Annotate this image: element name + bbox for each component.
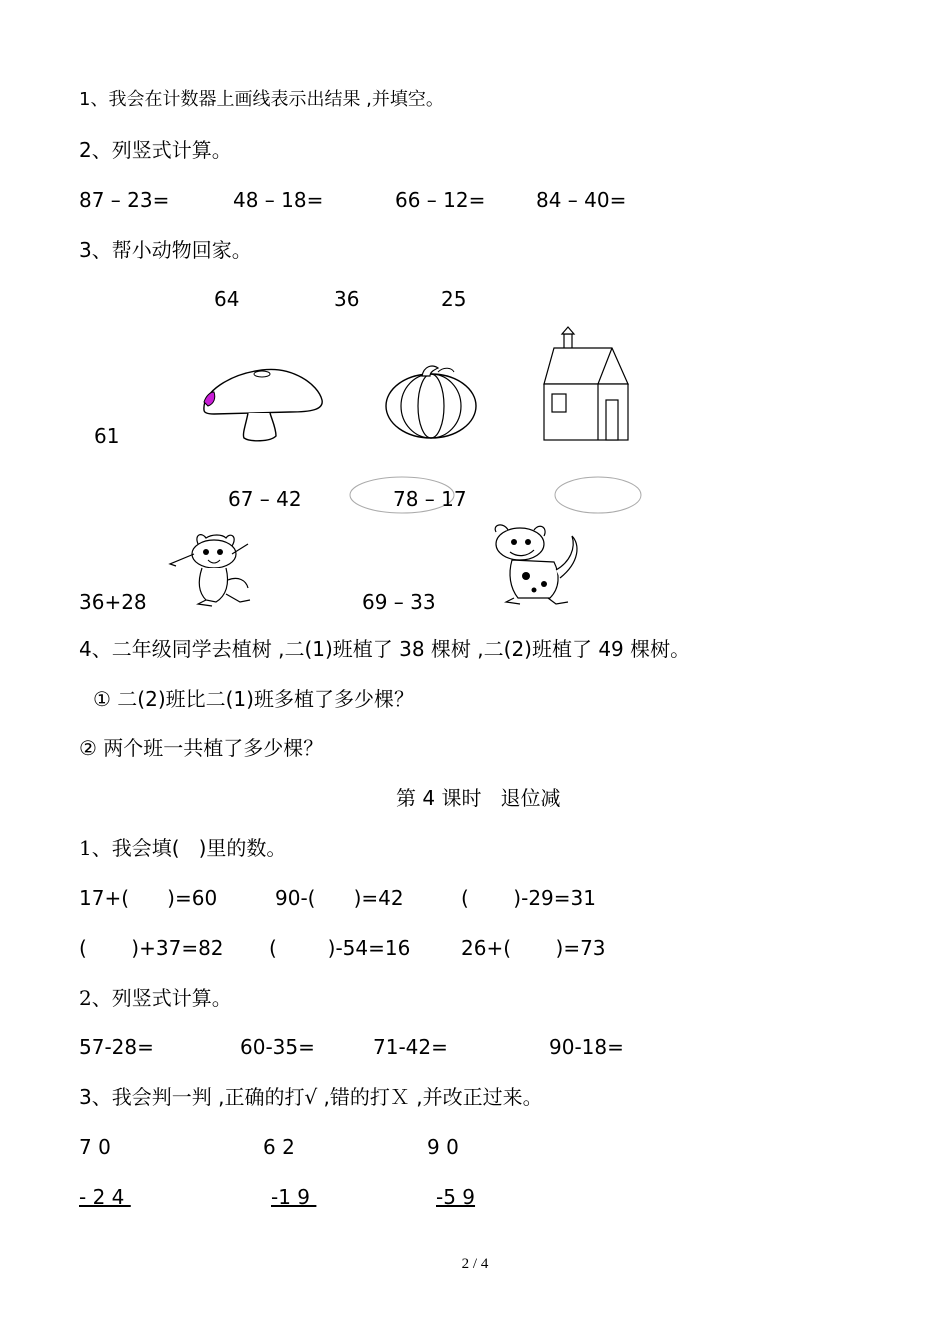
calc-expression: 90-18=: [549, 1035, 624, 1059]
house-number: 25: [441, 287, 467, 311]
vertical-top-number: 6 2: [263, 1135, 295, 1159]
fill-blank-expression: ( )-54=16: [269, 936, 411, 960]
lesson-title: 第 4 课时 退位减: [396, 786, 561, 810]
question-2: [79, 986, 232, 1010]
bottom-expression: 36+28: [79, 590, 147, 614]
calc-expression: 57-28=: [79, 1035, 154, 1059]
calc-expression: 66 – 12=: [395, 188, 486, 212]
calc-expression: 48 – 18=: [233, 188, 324, 212]
question-1: [79, 836, 286, 860]
cat-icon: [168, 530, 258, 608]
question-number: 1: [79, 836, 92, 860]
oval-expression: 67 – 42: [228, 487, 302, 511]
side-number: 61: [94, 424, 120, 448]
bottom-expression: 69 – 33: [362, 590, 436, 614]
question-text: 、列竖式计算。: [91, 986, 232, 1010]
pumpkin-house-icon: [382, 362, 480, 442]
vertical-subtrahend: -1 9: [271, 1185, 317, 1209]
fill-blank-expression: ( )+37=82: [79, 936, 224, 960]
question-4: 4、二年级同学去植树 ,二(1)班植了 38 棵树 ,二(2)班植了 49 棵树。: [79, 637, 691, 661]
calc-expression: 84 – 40=: [536, 188, 627, 212]
calc-expression: 71-42=: [373, 1035, 448, 1059]
question-4-sub: ② 两个班一共植了多少棵？: [79, 736, 324, 760]
question-number: 2: [79, 986, 92, 1010]
house-number: 36: [334, 287, 360, 311]
oval-expression: 78 – 17: [393, 487, 467, 511]
calc-expression: 87 – 23=: [79, 188, 170, 212]
mushroom-house-icon: [200, 362, 326, 442]
fill-blank-expression: 26+( )=73: [461, 936, 606, 960]
fill-blank-expression: ( )-29=31: [461, 886, 596, 910]
question-text: 、我会填( )里的数。: [91, 836, 287, 860]
question-3: 3、帮小动物回家。: [79, 238, 252, 262]
question-4-sub: ① 二(2)班比二(1)班多植了多少棵？: [93, 687, 414, 711]
vertical-top-number: 9 0: [427, 1135, 459, 1159]
dog-icon: [490, 522, 582, 608]
vertical-subtrahend: - 2 4: [79, 1185, 131, 1209]
question-1: 1、我会在计数器上画线表示出结果 ,并填空。: [79, 89, 444, 110]
page-number: 2 / 4: [461, 1256, 489, 1272]
question-3: 3、我会判一判 ,正确的打√ ,错的打Ｘ ,并改正过来。: [79, 1085, 543, 1109]
vertical-subtrahend: -5 9: [436, 1185, 476, 1209]
question-2: 2、列竖式计算。: [79, 138, 232, 162]
fill-blank-expression: 17+( )=60: [79, 886, 218, 910]
answer-oval[interactable]: [554, 476, 644, 516]
house-number: 64: [214, 287, 240, 311]
fill-blank-expression: 90-( )=42: [275, 886, 404, 910]
cottage-house-icon: [542, 324, 632, 442]
vertical-top-number: 7 0: [79, 1135, 111, 1159]
calc-expression: 60-35=: [240, 1035, 315, 1059]
